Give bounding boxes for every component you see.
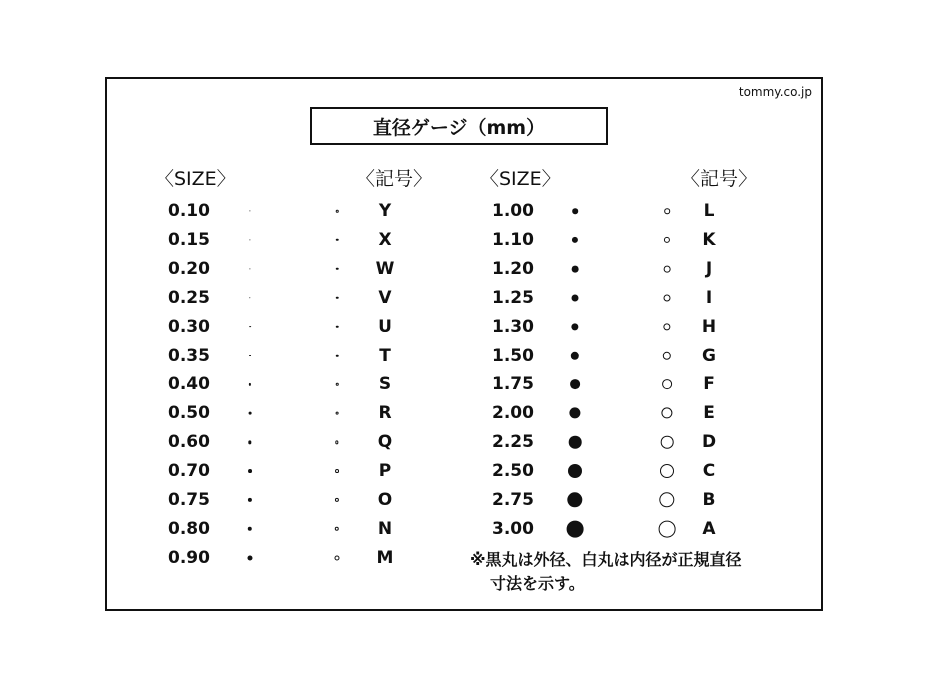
size-label-right: 1.00 xyxy=(492,201,534,221)
symbol-label-right: H xyxy=(701,316,717,337)
size-label-left: 0.20 xyxy=(168,258,210,279)
header-size-left: 〈SIZE〉 xyxy=(155,168,236,190)
inner-diameter-circle xyxy=(336,383,339,386)
size-label-right: 2.25 xyxy=(492,432,534,453)
footnote xyxy=(470,548,742,596)
outer-diameter-dot xyxy=(572,208,578,214)
symbol-label-right: J xyxy=(705,258,713,279)
symbol-label-left: O xyxy=(377,490,393,510)
inner-diameter-circle xyxy=(336,296,339,299)
symbol-label-left: M xyxy=(376,547,394,568)
size-label-left: 0.15 xyxy=(168,229,210,250)
outer-diameter-dot xyxy=(567,520,584,537)
symbol-label-left: S xyxy=(378,374,392,395)
outer-diameter-dot xyxy=(247,555,252,560)
size-label-right: 3.00 xyxy=(492,518,534,539)
symbol-label-left: Y xyxy=(378,201,392,221)
page-title: 直径ゲージ（mm） xyxy=(310,107,608,145)
inner-diameter-circle xyxy=(659,520,676,537)
inner-diameter-circle xyxy=(336,239,339,242)
symbol-label-right: E xyxy=(703,403,715,424)
symbol-label-right: A xyxy=(702,518,716,539)
footnote-line-2: 寸法を示す。 xyxy=(490,574,585,593)
symbol-label-right: L xyxy=(703,201,715,221)
size-label-left: 0.60 xyxy=(168,432,210,453)
outer-diameter-dot xyxy=(249,355,251,357)
symbol-label-right: B xyxy=(702,490,716,510)
size-label-left: 0.30 xyxy=(168,316,210,337)
size-label-left: 0.50 xyxy=(168,403,210,424)
size-label-right: 1.75 xyxy=(492,374,534,395)
header-size-right: 〈SIZE〉 xyxy=(480,168,561,190)
symbol-label-left: N xyxy=(377,518,393,539)
size-label-right: 1.30 xyxy=(492,316,534,337)
symbol-label-left: R xyxy=(378,403,392,424)
symbol-label-right: G xyxy=(702,345,716,366)
symbol-label-left: W xyxy=(375,258,395,279)
inner-diameter-circle xyxy=(336,210,339,213)
header-symbol-right: 〈記号〉 xyxy=(681,168,758,190)
size-label-left: 0.70 xyxy=(168,461,210,482)
symbol-label-left: T xyxy=(379,345,391,366)
symbol-label-left: V xyxy=(378,287,392,308)
inner-diameter-circle xyxy=(335,469,339,473)
size-label-right: 2.50 xyxy=(492,461,534,482)
size-label-right: 1.50 xyxy=(492,345,534,366)
outer-diameter-dot xyxy=(570,379,580,389)
symbol-label-right: C xyxy=(702,461,716,482)
symbol-label-left: X xyxy=(378,229,392,250)
symbol-label-right: D xyxy=(701,432,717,453)
inner-diameter-circle xyxy=(664,265,671,272)
size-label-right: 2.75 xyxy=(492,490,534,510)
inner-diameter-circle xyxy=(336,268,339,271)
inner-diameter-circle xyxy=(664,208,670,214)
outer-diameter-dot xyxy=(248,469,252,473)
size-label-left: 0.40 xyxy=(168,374,210,395)
outer-diameter-dot xyxy=(249,326,251,328)
outer-diameter-dot xyxy=(568,464,582,478)
inner-diameter-circle xyxy=(662,379,672,389)
symbol-label-left: P xyxy=(378,461,392,482)
inner-diameter-circle xyxy=(336,354,339,357)
outer-diameter-dot xyxy=(569,436,582,449)
symbol-label-right: K xyxy=(702,229,716,250)
size-label-right: 1.20 xyxy=(492,258,534,279)
header-symbol-left: 〈記号〉 xyxy=(356,168,433,190)
size-label-left: 0.75 xyxy=(168,490,210,510)
inner-diameter-circle xyxy=(664,294,671,301)
inner-diameter-circle xyxy=(661,436,674,449)
size-label-left: 0.25 xyxy=(168,287,210,308)
symbol-label-right: I xyxy=(705,287,713,308)
size-label-right: 1.10 xyxy=(492,229,534,250)
size-label-right: 2.00 xyxy=(492,403,534,424)
outer-diameter-dot xyxy=(249,412,252,415)
inner-diameter-circle xyxy=(334,555,339,560)
size-label-left: 0.10 xyxy=(168,201,210,221)
inner-diameter-circle xyxy=(660,464,674,478)
outer-diameter-dot xyxy=(572,265,579,272)
symbol-label-right: F xyxy=(703,374,715,395)
inner-diameter-circle xyxy=(336,412,339,415)
footnote-line-1: ※黒丸は外径、白丸は内径が正規直径 xyxy=(470,550,742,569)
symbol-label-left: Q xyxy=(377,432,393,453)
symbol-label-left: U xyxy=(378,316,392,337)
inner-diameter-circle xyxy=(336,325,339,328)
size-label-left: 0.90 xyxy=(168,547,210,568)
size-label-left: 0.80 xyxy=(168,518,210,539)
size-label-left: 0.35 xyxy=(168,345,210,366)
size-label-right: 1.25 xyxy=(492,287,534,308)
outer-diameter-dot xyxy=(572,294,579,301)
site-credit: tommy.co.jp xyxy=(738,85,812,99)
